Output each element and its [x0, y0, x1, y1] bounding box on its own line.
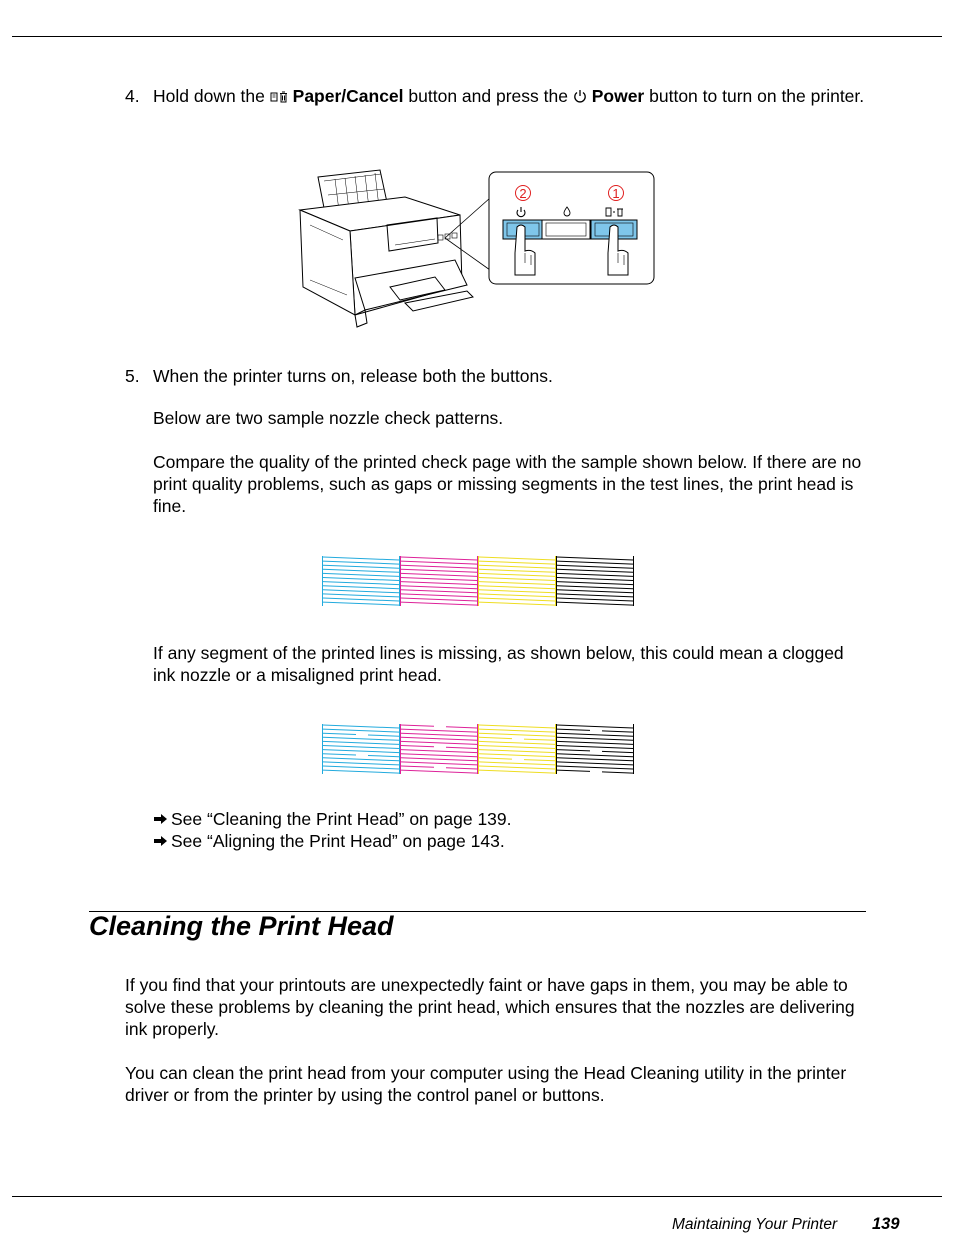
nozzle-line	[557, 598, 633, 601]
nozzle-line	[557, 586, 633, 589]
footer-rule	[12, 1196, 942, 1197]
nozzle-line	[557, 582, 633, 585]
nozzle-line	[479, 594, 555, 597]
nozzle-line	[479, 582, 555, 585]
step-text: Hold down the Paper/Cancel button and press the Power button to turn on the printer.	[153, 85, 865, 109]
nozzle-line	[479, 569, 555, 572]
nozzle-line	[479, 746, 555, 749]
sample-intro: Below are two sample nozzle check patterns.	[153, 408, 504, 428]
paper-cancel-icon	[270, 87, 288, 109]
nozzle-line	[401, 746, 434, 747]
nozzle-line	[401, 594, 477, 597]
nozzle-line	[479, 557, 555, 560]
page-number: 139	[872, 1215, 900, 1233]
nozzle-line	[479, 737, 512, 738]
nozzle-line	[557, 561, 633, 564]
nozzle-line	[323, 770, 399, 773]
nozzle-line	[401, 737, 477, 740]
nozzle-line	[401, 561, 477, 564]
nozzle-line	[479, 590, 555, 593]
nozzle-line	[557, 741, 633, 744]
section-paragraph: You can clean the print head from your computer using the Head Cleaning utility in the printer driver or from the printer by using the control panel or buttons.	[125, 1063, 847, 1105]
arrow-icon	[153, 830, 171, 852]
nozzle-line	[479, 586, 555, 589]
nozzle-line	[401, 729, 477, 732]
step-number: 5.	[125, 366, 140, 386]
nozzle-line	[368, 735, 399, 736]
nozzle-line	[557, 590, 633, 593]
nozzle-line	[323, 750, 399, 753]
nozzle-line	[323, 758, 399, 761]
nozzle-line	[479, 602, 555, 605]
nozzle-line	[323, 590, 399, 593]
missing-paragraph: If any segment of the printed lines is missing, as shown below, this could mean a clogged ink nozzle or a misaligned print head.	[153, 643, 844, 685]
step-text: When the printer turns on, release both the buttons.	[153, 366, 553, 386]
nozzle-line	[479, 754, 555, 757]
nozzle-line	[479, 565, 555, 568]
nozzle-line	[323, 582, 399, 585]
nozzle-line	[557, 770, 590, 771]
footer-title: Maintaining Your Printer	[672, 1216, 838, 1233]
nozzle-line	[323, 598, 399, 601]
nozzle-line	[602, 751, 633, 752]
nozzle-line	[557, 573, 633, 576]
nozzle-line	[401, 582, 477, 585]
nozzle-line	[401, 578, 477, 581]
nozzle-line	[401, 766, 434, 767]
nozzle-line	[401, 598, 477, 601]
header-rule	[12, 36, 942, 37]
nozzle-line	[602, 772, 633, 773]
nozzle-line	[401, 754, 477, 757]
nozzle-line	[446, 727, 477, 728]
nozzle-line	[401, 557, 477, 560]
nozzle-line	[323, 733, 356, 734]
nozzle-line	[479, 766, 555, 769]
nozzle-line	[557, 750, 590, 751]
xref-link[interactable]: See “Aligning the Print Head” on page 143.	[153, 830, 505, 852]
nozzle-line	[479, 733, 555, 736]
nozzle-line	[401, 725, 434, 726]
nozzle-line	[557, 766, 633, 769]
nozzle-line	[479, 578, 555, 581]
section-heading: Cleaning the Print Head	[89, 911, 394, 941]
compare-paragraph: Compare the quality of the printed check page with the sample shown below. If there are no print quality problems, such as gaps or missing segments in the test lines, the print head is fine.	[153, 452, 862, 516]
nozzle-line	[479, 770, 555, 773]
nozzle-line	[479, 729, 555, 732]
nozzle-line	[557, 578, 633, 581]
nozzle-line	[479, 762, 555, 765]
nozzle-line	[479, 573, 555, 576]
arrow-icon	[153, 808, 171, 830]
nozzle-line	[479, 750, 555, 753]
nozzle-line	[557, 725, 633, 728]
nozzle-line	[401, 573, 477, 576]
nozzle-line	[323, 762, 399, 765]
nozzle-line	[323, 578, 399, 581]
nozzle-line	[524, 739, 555, 740]
nozzle-line	[479, 758, 512, 759]
nozzle-line	[557, 737, 633, 740]
nozzle-line	[557, 733, 633, 736]
callout-1: 1	[612, 186, 620, 201]
nozzle-line	[524, 760, 555, 761]
nozzle-line	[401, 750, 477, 753]
nozzle-line	[323, 746, 399, 749]
nozzle-line	[557, 569, 633, 572]
nozzle-line	[446, 768, 477, 769]
nozzle-line	[323, 565, 399, 568]
nozzle-line	[323, 569, 399, 572]
nozzle-line	[401, 741, 477, 744]
nozzle-line	[557, 762, 633, 765]
nozzle-line	[323, 737, 399, 740]
xref-link[interactable]: See “Cleaning the Print Head” on page 139.	[153, 808, 512, 830]
step-number: 4.	[125, 86, 140, 106]
nozzle-line	[557, 746, 633, 749]
power-icon	[573, 87, 587, 109]
nozzle-pattern-good	[322, 555, 634, 607]
section-paragraph: If you find that your printouts are unexpectedly faint or have gaps in them, you may be able to solve these problems by cleaning the print head, which ensures that the nozzles are delivering ink properly.	[125, 975, 855, 1039]
nozzle-line	[323, 741, 399, 744]
nozzle-line	[323, 557, 399, 560]
nozzle-line	[602, 731, 633, 732]
nozzle-line	[401, 762, 477, 765]
callout-2: 2	[519, 186, 527, 201]
nozzle-line	[557, 594, 633, 597]
nozzle-line	[323, 725, 399, 728]
nozzle-line	[323, 729, 399, 732]
nozzle-line	[479, 741, 555, 744]
nozzle-line	[446, 747, 477, 748]
nozzle-line	[368, 756, 399, 757]
nozzle-line	[401, 733, 477, 736]
nozzle-line	[401, 758, 477, 761]
nozzle-line	[557, 729, 590, 730]
nozzle-line	[557, 602, 633, 605]
nozzle-pattern-bad	[322, 723, 634, 775]
nozzle-line	[401, 586, 477, 589]
nozzle-line	[401, 590, 477, 593]
nozzle-line	[479, 561, 555, 564]
printer-illustration	[295, 165, 657, 335]
nozzle-line	[401, 602, 477, 605]
nozzle-line	[323, 594, 399, 597]
step-4	[125, 85, 865, 109]
nozzle-line	[323, 561, 399, 564]
nozzle-line	[557, 565, 633, 568]
nozzle-line	[557, 758, 633, 761]
nozzle-line	[323, 586, 399, 589]
step-5	[125, 365, 865, 387]
nozzle-line	[557, 754, 633, 757]
nozzle-line	[479, 598, 555, 601]
nozzle-line	[323, 766, 399, 769]
nozzle-line	[401, 569, 477, 572]
nozzle-line	[323, 602, 399, 605]
nozzle-line	[479, 725, 555, 728]
nozzle-line	[323, 573, 399, 576]
nozzle-line	[401, 565, 477, 568]
nozzle-line	[557, 557, 633, 560]
nozzle-line	[323, 754, 356, 755]
nozzle-line	[401, 770, 477, 773]
